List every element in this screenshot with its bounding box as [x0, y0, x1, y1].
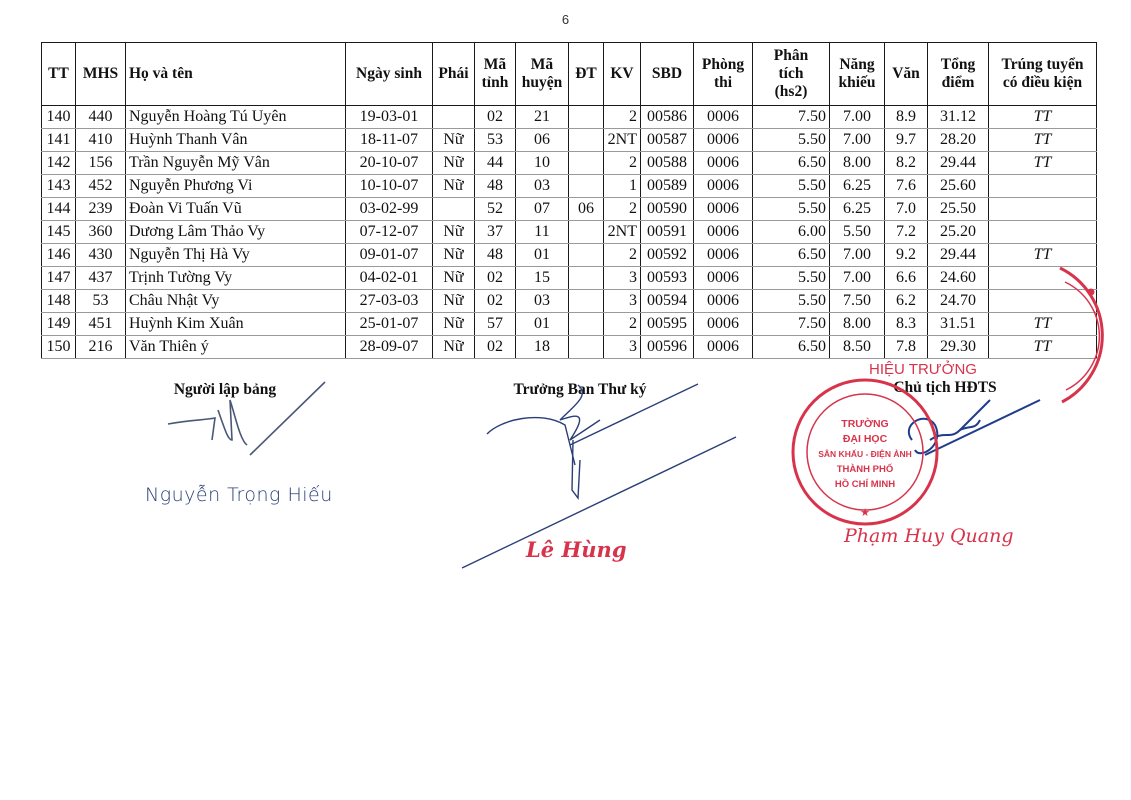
cell-mhs: 156	[76, 152, 126, 175]
cell-room: 0006	[694, 244, 753, 267]
table-row	[42, 244, 1097, 267]
cell-dt	[569, 106, 604, 129]
svg-text:HỒ CHÍ MINH: HỒ CHÍ MINH	[834, 479, 896, 490]
cell-aptitude: 8.00	[830, 313, 885, 336]
cell-literature: 8.9	[885, 106, 928, 129]
header-admitted: Trúng tuyển có điều kiện	[989, 43, 1097, 106]
secretary-name: Lê Hùng	[526, 537, 627, 562]
cell-gender: Nữ	[433, 313, 475, 336]
cell-name: Trịnh Tường Vy	[126, 267, 346, 290]
header-district: Mã huyện	[516, 43, 569, 106]
preparer-name-handwritten: Nguyễn Trọng Hiếu	[145, 484, 333, 506]
cell-gender: Nữ	[433, 267, 475, 290]
header-dt: ĐT	[569, 43, 604, 106]
cell-dt	[569, 336, 604, 359]
cell-dt	[569, 152, 604, 175]
chairman-signature-icon	[909, 400, 1040, 455]
cell-tt: 146	[42, 244, 76, 267]
cell-room: 0006	[694, 290, 753, 313]
header-dob: Ngày sinh	[346, 43, 433, 106]
cell-aptitude: 7.00	[830, 129, 885, 152]
cell-admitted	[989, 175, 1097, 198]
cell-admitted: TT	[989, 336, 1097, 359]
cell-mhs: 452	[76, 175, 126, 198]
school-stamp-icon	[793, 380, 937, 524]
header-tt: TT	[42, 43, 76, 106]
table-row	[42, 175, 1097, 198]
cell-analysis: 6.00	[753, 221, 830, 244]
cell-literature: 7.8	[885, 336, 928, 359]
cell-admitted: TT	[989, 152, 1097, 175]
cell-total: 29.30	[928, 336, 989, 359]
cell-aptitude: 7.00	[830, 106, 885, 129]
cell-analysis: 5.50	[753, 267, 830, 290]
cell-analysis: 6.50	[753, 152, 830, 175]
cell-district: 03	[516, 175, 569, 198]
cell-dob: 18-11-07	[346, 129, 433, 152]
cell-name: Nguyễn Thị Hà Vy	[126, 244, 346, 267]
cell-kv: 3	[604, 290, 641, 313]
svg-text:TRƯỜNG: TRƯỜNG	[841, 418, 889, 430]
header-name: Họ và tên	[126, 43, 346, 106]
cell-district: 15	[516, 267, 569, 290]
cell-province: 02	[475, 336, 516, 359]
cell-mhs: 430	[76, 244, 126, 267]
cell-kv: 3	[604, 336, 641, 359]
cell-tt: 150	[42, 336, 76, 359]
cell-name: Huỳnh Kim Xuân	[126, 313, 346, 336]
cell-province: 53	[475, 129, 516, 152]
cell-dob: 03-02-99	[346, 198, 433, 221]
cell-admitted	[989, 290, 1097, 313]
cell-gender	[433, 198, 475, 221]
cell-gender: Nữ	[433, 221, 475, 244]
cell-province: 52	[475, 198, 516, 221]
cell-mhs: 216	[76, 336, 126, 359]
svg-text:SÂN KHẤU - ĐIỆN ẢNH: SÂN KHẤU - ĐIỆN ẢNH	[818, 449, 912, 459]
preparer-title: Người lập bảng	[173, 381, 277, 398]
cell-province: 02	[475, 290, 516, 313]
header-kv: KV	[604, 43, 641, 106]
cell-kv: 2NT	[604, 221, 641, 244]
cell-analysis: 5.50	[753, 290, 830, 313]
table-header-row	[42, 43, 1097, 106]
cell-literature: 6.6	[885, 267, 928, 290]
cell-dt	[569, 129, 604, 152]
header-gender: Phái	[433, 43, 475, 106]
cell-sbd: 00590	[641, 198, 694, 221]
cell-sbd: 00586	[641, 106, 694, 129]
cell-province: 37	[475, 221, 516, 244]
cell-dt	[569, 290, 604, 313]
cell-gender: Nữ	[433, 175, 475, 198]
cell-admitted: TT	[989, 129, 1097, 152]
cell-room: 0006	[694, 198, 753, 221]
cell-gender: Nữ	[433, 244, 475, 267]
cell-name: Trần Nguyễn Mỹ Vân	[126, 152, 346, 175]
table-row	[42, 198, 1097, 221]
cell-gender: Nữ	[433, 129, 475, 152]
cell-gender: Nữ	[433, 152, 475, 175]
header-total: Tổng điểm	[928, 43, 989, 106]
cell-sbd: 00594	[641, 290, 694, 313]
cell-mhs: 410	[76, 129, 126, 152]
cell-name: Châu Nhật Vy	[126, 290, 346, 313]
cell-literature: 7.2	[885, 221, 928, 244]
cell-district: 18	[516, 336, 569, 359]
cell-dt	[569, 244, 604, 267]
cell-district: 01	[516, 313, 569, 336]
cell-name: Đoàn Vi Tuấn Vũ	[126, 198, 346, 221]
cell-admitted	[989, 267, 1097, 290]
cell-district: 10	[516, 152, 569, 175]
cell-kv: 2	[604, 313, 641, 336]
cell-total: 28.20	[928, 129, 989, 152]
cell-district: 06	[516, 129, 569, 152]
cell-analysis: 7.50	[753, 313, 830, 336]
cell-kv: 2	[604, 152, 641, 175]
table-row	[42, 290, 1097, 313]
cell-sbd: 00596	[641, 336, 694, 359]
cell-total: 25.50	[928, 198, 989, 221]
cell-room: 0006	[694, 313, 753, 336]
cell-name: Văn Thiên ý	[126, 336, 346, 359]
cell-sbd: 00595	[641, 313, 694, 336]
cell-dob: 28-09-07	[346, 336, 433, 359]
cell-dt	[569, 267, 604, 290]
cell-name: Nguyễn Hoàng Tú Uyên	[126, 106, 346, 129]
cell-admitted: TT	[989, 106, 1097, 129]
cell-analysis: 6.50	[753, 244, 830, 267]
cell-district: 01	[516, 244, 569, 267]
cell-aptitude: 7.50	[830, 290, 885, 313]
table-row	[42, 336, 1097, 359]
cell-sbd: 00591	[641, 221, 694, 244]
cell-mhs: 440	[76, 106, 126, 129]
secretary-title: Trưởng Ban Thư ký	[513, 381, 647, 398]
stamp-title-principal: HIỆU TRƯỞNG	[869, 361, 977, 378]
cell-district: 07	[516, 198, 569, 221]
cell-mhs: 437	[76, 267, 126, 290]
cell-mhs: 360	[76, 221, 126, 244]
cell-total: 24.60	[928, 267, 989, 290]
cell-analysis: 6.50	[753, 336, 830, 359]
table-row	[42, 221, 1097, 244]
cell-literature: 9.7	[885, 129, 928, 152]
cell-dt	[569, 221, 604, 244]
cell-district: 21	[516, 106, 569, 129]
header-mhs: MHS	[76, 43, 126, 106]
cell-aptitude: 7.00	[830, 244, 885, 267]
cell-kv: 1	[604, 175, 641, 198]
cell-name: Nguyễn Phương Vi	[126, 175, 346, 198]
cell-province: 44	[475, 152, 516, 175]
cell-name: Huỳnh Thanh Vân	[126, 129, 346, 152]
cell-total: 31.51	[928, 313, 989, 336]
header-literature: Văn	[885, 43, 928, 106]
cell-total: 29.44	[928, 152, 989, 175]
cell-tt: 143	[42, 175, 76, 198]
cell-kv: 2	[604, 244, 641, 267]
cell-total: 25.20	[928, 221, 989, 244]
cell-total: 24.70	[928, 290, 989, 313]
cell-tt: 147	[42, 267, 76, 290]
cell-district: 03	[516, 290, 569, 313]
cell-aptitude: 7.00	[830, 267, 885, 290]
cell-room: 0006	[694, 152, 753, 175]
cell-total: 25.60	[928, 175, 989, 198]
cell-kv: 2NT	[604, 129, 641, 152]
header-sbd: SBD	[641, 43, 694, 106]
header-analysis: Phân tích (hs2)	[753, 43, 830, 106]
cell-kv: 2	[604, 198, 641, 221]
cell-dob: 19-03-01	[346, 106, 433, 129]
svg-text:THÀNH PHỐ: THÀNH PHỐ	[836, 464, 894, 475]
cell-tt: 149	[42, 313, 76, 336]
table-row	[42, 106, 1097, 129]
cell-province: 57	[475, 313, 516, 336]
header-province: Mã tỉnh	[475, 43, 516, 106]
cell-dob: 20-10-07	[346, 152, 433, 175]
cell-aptitude: 6.25	[830, 198, 885, 221]
svg-text:★: ★	[860, 507, 870, 519]
cell-dob: 27-03-03	[346, 290, 433, 313]
cell-tt: 142	[42, 152, 76, 175]
cell-mhs: 239	[76, 198, 126, 221]
cell-room: 0006	[694, 267, 753, 290]
cell-gender: Nữ	[433, 336, 475, 359]
cell-literature: 9.2	[885, 244, 928, 267]
cell-room: 0006	[694, 175, 753, 198]
svg-text:ĐẠI HỌC: ĐẠI HỌC	[842, 433, 888, 445]
cell-room: 0006	[694, 336, 753, 359]
cell-tt: 145	[42, 221, 76, 244]
cell-tt: 141	[42, 129, 76, 152]
chairman-title: Chủ tịch HĐTS	[893, 379, 997, 396]
cell-admitted: TT	[989, 244, 1097, 267]
header-aptitude: Năng khiếu	[830, 43, 885, 106]
cell-admitted: TT	[989, 313, 1097, 336]
cell-analysis: 5.50	[753, 198, 830, 221]
table-body	[42, 106, 1097, 359]
cell-aptitude: 8.00	[830, 152, 885, 175]
cell-aptitude: 5.50	[830, 221, 885, 244]
cell-tt: 144	[42, 198, 76, 221]
cell-literature: 7.6	[885, 175, 928, 198]
table-row	[42, 313, 1097, 336]
table-row	[42, 152, 1097, 175]
cell-aptitude: 8.50	[830, 336, 885, 359]
cell-literature: 7.0	[885, 198, 928, 221]
cell-province: 02	[475, 106, 516, 129]
cell-dob: 10-10-07	[346, 175, 433, 198]
cell-dob: 09-01-07	[346, 244, 433, 267]
cell-dt	[569, 175, 604, 198]
cell-room: 0006	[694, 106, 753, 129]
cell-sbd: 00587	[641, 129, 694, 152]
cell-literature: 8.3	[885, 313, 928, 336]
cell-mhs: 53	[76, 290, 126, 313]
cell-province: 48	[475, 175, 516, 198]
cell-dob: 04-02-01	[346, 267, 433, 290]
chairman-name: Phạm Huy Quang	[844, 525, 1014, 547]
cell-analysis: 7.50	[753, 106, 830, 129]
cell-aptitude: 6.25	[830, 175, 885, 198]
cell-gender: Nữ	[433, 290, 475, 313]
cell-admitted	[989, 198, 1097, 221]
header-room: Phòng thi	[694, 43, 753, 106]
cell-literature: 6.2	[885, 290, 928, 313]
cell-room: 0006	[694, 129, 753, 152]
cell-dob: 25-01-07	[346, 313, 433, 336]
cell-dt	[569, 313, 604, 336]
admission-results-table	[41, 42, 1097, 359]
cell-tt: 140	[42, 106, 76, 129]
cell-province: 02	[475, 267, 516, 290]
page-number: 6	[561, 12, 570, 27]
cell-dt: 06	[569, 198, 604, 221]
cell-sbd: 00592	[641, 244, 694, 267]
cell-total: 31.12	[928, 106, 989, 129]
cell-total: 29.44	[928, 244, 989, 267]
cell-mhs: 451	[76, 313, 126, 336]
cell-province: 48	[475, 244, 516, 267]
cell-sbd: 00593	[641, 267, 694, 290]
table-row	[42, 267, 1097, 290]
cell-sbd: 00588	[641, 152, 694, 175]
cell-room: 0006	[694, 221, 753, 244]
cell-kv: 3	[604, 267, 641, 290]
cell-sbd: 00589	[641, 175, 694, 198]
cell-district: 11	[516, 221, 569, 244]
cell-literature: 8.2	[885, 152, 928, 175]
table-row	[42, 129, 1097, 152]
cell-tt: 148	[42, 290, 76, 313]
cell-kv: 2	[604, 106, 641, 129]
cell-gender	[433, 106, 475, 129]
cell-analysis: 5.50	[753, 129, 830, 152]
cell-analysis: 5.50	[753, 175, 830, 198]
cell-dob: 07-12-07	[346, 221, 433, 244]
cell-name: Dương Lâm Thảo Vy	[126, 221, 346, 244]
cell-admitted	[989, 221, 1097, 244]
